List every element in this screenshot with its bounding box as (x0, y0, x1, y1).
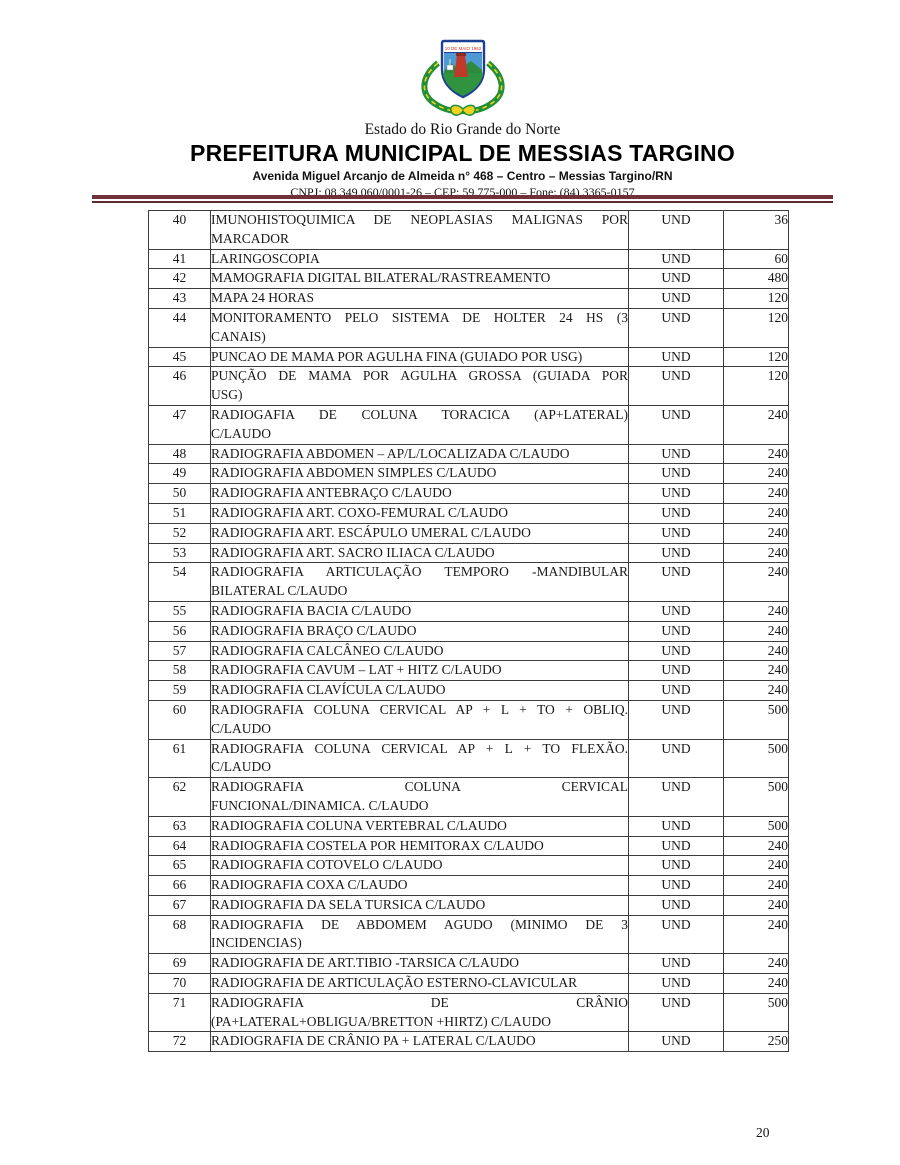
description-line: RADIOGRAFIA DE CRÂNIO PA + LATERAL C/LAUDO (211, 1033, 536, 1049)
quantity-cell: 500 (724, 816, 789, 836)
quantity-cell: 240 (724, 523, 789, 543)
table-row (149, 249, 789, 269)
unit-cell: UND (629, 895, 724, 915)
page-title: PREFEITURA MUNICIPAL DE MESSIAS TARGINO (190, 140, 735, 166)
quantity-cell: 500 (724, 778, 789, 817)
unit-cell: UND (629, 974, 724, 994)
description-cell (211, 895, 629, 915)
unit-cell: UND (629, 484, 724, 504)
description-cell (211, 836, 629, 856)
item-number-cell: 48 (149, 444, 211, 464)
table-row (149, 347, 789, 367)
unit-cell: UND (629, 661, 724, 681)
description-line: BILATERAL C/LAUDO (211, 583, 348, 599)
description-cell (211, 249, 629, 269)
description-cell (211, 563, 629, 602)
item-number-cell: 43 (149, 289, 211, 309)
description-line: C/LAUDO (211, 720, 271, 736)
description-cell (211, 1032, 629, 1052)
item-number-cell: 72 (149, 1032, 211, 1052)
quantity-cell: 240 (724, 915, 789, 954)
unit-cell: UND (629, 464, 724, 484)
table-row (149, 211, 789, 250)
table-row (149, 739, 789, 778)
quantity-cell: 500 (724, 739, 789, 778)
description-line: RADIOGRAFIA DE CRÂNIO (211, 994, 628, 1010)
quantity-cell: 120 (724, 347, 789, 367)
logo-wrap (25, 37, 900, 119)
quantity-cell: 240 (724, 856, 789, 876)
unit-cell: UND (629, 249, 724, 269)
description-line: RADIOGRAFIA BACIA C/LAUDO (211, 602, 412, 618)
document-header (25, 0, 900, 200)
unit-cell: UND (629, 993, 724, 1032)
description-line: PUNÇÃO DE MAMA POR AGULHA GROSSA (GUIADA POR (211, 368, 628, 384)
description-cell (211, 444, 629, 464)
description-line: RADIOGRAFIA COLUNA CERVICAL (211, 779, 628, 795)
quantity-cell: 240 (724, 563, 789, 602)
item-number-cell: 65 (149, 856, 211, 876)
item-number-cell: 42 (149, 269, 211, 289)
description-cell (211, 661, 629, 681)
table-row (149, 503, 789, 523)
unit-cell: UND (629, 601, 724, 621)
cnpj-line: CNPJ: 08.349.060/0001-26 – CEP: 59.775-000 – Fone: (84) 3365-0157 (290, 185, 635, 199)
item-number-cell: 55 (149, 601, 211, 621)
quantity-cell: 240 (724, 543, 789, 563)
state-line: Estado do Rio Grande do Norte (364, 121, 561, 138)
svg-text:10 DE MAIO 1962: 10 DE MAIO 1962 (444, 46, 481, 51)
table-row (149, 895, 789, 915)
quantity-cell: 120 (724, 367, 789, 406)
description-cell (211, 641, 629, 661)
quantity-cell: 240 (724, 954, 789, 974)
quantity-cell: 60 (724, 249, 789, 269)
item-number-cell: 51 (149, 503, 211, 523)
table-row (149, 856, 789, 876)
quantity-cell: 240 (724, 876, 789, 896)
unit-cell: UND (629, 915, 724, 954)
unit-cell: UND (629, 347, 724, 367)
table-row (149, 464, 789, 484)
description-line: RADIOGRAFIA ARTICULAÇÃO TEMPORO -MANDIBULAR (211, 564, 628, 580)
item-number-cell: 64 (149, 836, 211, 856)
table-row (149, 308, 789, 347)
unit-cell: UND (629, 444, 724, 464)
description-cell (211, 484, 629, 504)
quantity-cell: 240 (724, 405, 789, 444)
item-number-cell: 59 (149, 681, 211, 701)
item-number-cell: 46 (149, 367, 211, 406)
table-row (149, 523, 789, 543)
description-line: CANAIS) (211, 328, 266, 344)
table-row (149, 563, 789, 602)
table-row (149, 661, 789, 681)
quantity-cell: 240 (724, 641, 789, 661)
unit-cell: UND (629, 621, 724, 641)
description-line: RADIOGRAFIA COLUNA CERVICAL AP + L + TO + OBLIQ. (211, 701, 628, 717)
description-line: MONITORAMENTO PELO SISTEMA DE HOLTER 24 HS (3 (211, 309, 628, 325)
description-cell (211, 915, 629, 954)
quantity-cell: 240 (724, 895, 789, 915)
quantity-cell: 240 (724, 444, 789, 464)
description-cell (211, 993, 629, 1032)
description-cell (211, 347, 629, 367)
description-cell (211, 308, 629, 347)
item-number-cell: 44 (149, 308, 211, 347)
unit-cell: UND (629, 308, 724, 347)
description-line: RADIOGRAFIA COLUNA VERTEBRAL C/LAUDO (211, 817, 507, 833)
item-number-cell: 50 (149, 484, 211, 504)
description-line: MAPA 24 HORAS (211, 290, 315, 306)
item-number-cell: 70 (149, 974, 211, 994)
description-line: RADIOGRAFIA ART. ESCÁPULO UMERAL C/LAUDO (211, 524, 531, 540)
description-cell (211, 405, 629, 444)
table-row (149, 954, 789, 974)
items-table (148, 210, 789, 1052)
table-row (149, 367, 789, 406)
description-line: RADIOGRAFIA ART. SACRO ILIACA C/LAUDO (211, 544, 495, 560)
description-line: RADIOGRAFIA ABDOMEN – AP/L/LOCALIZADA C/LAUDO (211, 445, 570, 461)
description-line: RADIOGRAFIA COSTELA POR HEMITORAX C/LAUDO (211, 837, 544, 853)
description-line: RADIOGAFIA DE COLUNA TORACICA (AP+LATERAL) (211, 406, 628, 422)
table-row (149, 681, 789, 701)
description-line: RADIOGRAFIA DE ART.TIBIO -TARSICA C/LAUDO (211, 955, 519, 971)
description-line: RADIOGRAFIA ART. COXO-FEMURAL C/LAUDO (211, 504, 508, 520)
quantity-cell: 250 (724, 1032, 789, 1052)
description-line: RADIOGRAFIA ABDOMEN SIMPLES C/LAUDO (211, 465, 497, 481)
description-cell (211, 681, 629, 701)
description-cell (211, 523, 629, 543)
unit-cell: UND (629, 211, 724, 250)
table-row (149, 836, 789, 856)
unit-cell: UND (629, 739, 724, 778)
quantity-cell: 240 (724, 836, 789, 856)
table-row (149, 405, 789, 444)
description-line: RADIOGRAFIA CAVUM – LAT + HITZ C/LAUDO (211, 662, 502, 678)
description-line: USG) (211, 387, 243, 403)
quantity-cell: 36 (724, 211, 789, 250)
table-row (149, 289, 789, 309)
description-cell (211, 974, 629, 994)
item-number-cell: 66 (149, 876, 211, 896)
unit-cell: UND (629, 700, 724, 739)
item-number-cell: 67 (149, 895, 211, 915)
unit-cell: UND (629, 778, 724, 817)
description-line: FUNCIONAL/DINAMICA. C/LAUDO (211, 797, 429, 813)
description-line: RADIOGRAFIA CALCÂNEO C/LAUDO (211, 642, 444, 658)
item-number-cell: 69 (149, 954, 211, 974)
quantity-cell: 240 (724, 661, 789, 681)
quantity-cell: 120 (724, 308, 789, 347)
description-line: RADIOGRAFIA DA SELA TURSICA C/LAUDO (211, 896, 486, 912)
item-number-cell: 62 (149, 778, 211, 817)
table-row (149, 484, 789, 504)
quantity-cell: 500 (724, 993, 789, 1032)
unit-cell: UND (629, 1032, 724, 1052)
description-line: RADIOGRAFIA COXA C/LAUDO (211, 877, 408, 893)
quantity-cell: 480 (724, 269, 789, 289)
coat-of-arms-logo (413, 37, 513, 119)
item-number-cell: 45 (149, 347, 211, 367)
description-line: (PA+LATERAL+OBLIGUA/BRETTON +HIRTZ) C/LAUDO (211, 1013, 552, 1029)
description-cell (211, 601, 629, 621)
item-number-cell: 53 (149, 543, 211, 563)
table-row (149, 816, 789, 836)
description-cell (211, 876, 629, 896)
description-line: C/LAUDO (211, 425, 271, 441)
item-number-cell: 49 (149, 464, 211, 484)
item-number-cell: 61 (149, 739, 211, 778)
table-row (149, 876, 789, 896)
table-row (149, 601, 789, 621)
description-cell (211, 464, 629, 484)
table-row (149, 621, 789, 641)
item-number-cell: 40 (149, 211, 211, 250)
unit-cell: UND (629, 503, 724, 523)
unit-cell: UND (629, 367, 724, 406)
item-number-cell: 58 (149, 661, 211, 681)
description-cell (211, 543, 629, 563)
description-line: MARCADOR (211, 230, 290, 246)
description-cell (211, 621, 629, 641)
description-cell (211, 700, 629, 739)
description-cell (211, 289, 629, 309)
item-number-cell: 68 (149, 915, 211, 954)
description-line: RADIOGRAFIA ANTEBRAÇO C/LAUDO (211, 485, 452, 501)
item-number-cell: 56 (149, 621, 211, 641)
quantity-cell: 240 (724, 621, 789, 641)
description-line: IMUNOHISTOQUIMICA DE NEOPLASIAS MALIGNAS POR (211, 212, 628, 227)
item-number-cell: 52 (149, 523, 211, 543)
item-number-cell: 63 (149, 816, 211, 836)
unit-cell: UND (629, 543, 724, 563)
description-line: RADIOGRAFIA COTOVELO C/LAUDO (211, 857, 443, 873)
unit-cell: UND (629, 405, 724, 444)
description-line: MAMOGRAFIA DIGITAL BILATERAL/RASTREAMENTO (211, 270, 551, 286)
description-line: RADIOGRAFIA DE ABDOMEM AGUDO (MINIMO DE 3 (211, 916, 628, 932)
description-cell (211, 503, 629, 523)
description-cell (211, 211, 629, 250)
quantity-cell: 240 (724, 681, 789, 701)
unit-cell: UND (629, 816, 724, 836)
page-number: 20 (756, 1125, 770, 1140)
table-row (149, 915, 789, 954)
unit-cell: UND (629, 269, 724, 289)
unit-cell: UND (629, 523, 724, 543)
item-number-cell: 54 (149, 563, 211, 602)
description-cell (211, 816, 629, 836)
unit-cell: UND (629, 876, 724, 896)
quantity-cell: 500 (724, 700, 789, 739)
description-cell (211, 739, 629, 778)
quantity-cell: 120 (724, 289, 789, 309)
table-row (149, 444, 789, 464)
unit-cell: UND (629, 954, 724, 974)
unit-cell: UND (629, 563, 724, 602)
header-divider (92, 195, 833, 203)
description-cell (211, 269, 629, 289)
description-line: PUNCAO DE MAMA POR AGULHA FINA (GUIADO POR USG) (211, 348, 583, 364)
item-number-cell: 41 (149, 249, 211, 269)
item-number-cell: 71 (149, 993, 211, 1032)
description-line: RADIOGRAFIA BRAÇO C/LAUDO (211, 622, 417, 638)
unit-cell: UND (629, 856, 724, 876)
item-number-cell: 57 (149, 641, 211, 661)
table-row (149, 778, 789, 817)
table-row (149, 700, 789, 739)
unit-cell: UND (629, 289, 724, 309)
address-line: Avenida Miguel Arcanjo de Almeida n° 468 – Centro – Messias Targino/RN (252, 169, 673, 183)
quantity-cell: 240 (724, 974, 789, 994)
description-line: C/LAUDO (211, 759, 271, 775)
description-cell (211, 367, 629, 406)
unit-cell: UND (629, 836, 724, 856)
quantity-cell: 240 (724, 601, 789, 621)
description-line: INCIDENCIAS) (211, 935, 302, 951)
table-row (149, 993, 789, 1032)
table-row (149, 543, 789, 563)
quantity-cell: 240 (724, 484, 789, 504)
table-row (149, 641, 789, 661)
item-number-cell: 47 (149, 405, 211, 444)
quantity-cell: 240 (724, 503, 789, 523)
unit-cell: UND (629, 681, 724, 701)
unit-cell: UND (629, 641, 724, 661)
table-row (149, 974, 789, 994)
description-line: RADIOGRAFIA COLUNA CERVICAL AP + L + TO FLEXÃO. (211, 740, 628, 756)
table-row (149, 269, 789, 289)
description-line: RADIOGRAFIA DE ARTICULAÇÃO ESTERNO-CLAVICULAR (211, 975, 578, 991)
quantity-cell: 240 (724, 464, 789, 484)
description-line: RADIOGRAFIA CLAVÍCULA C/LAUDO (211, 682, 446, 698)
description-line: LARINGOSCOPIA (211, 250, 320, 266)
description-cell (211, 954, 629, 974)
description-cell (211, 856, 629, 876)
table-row (149, 1032, 789, 1052)
description-cell (211, 778, 629, 817)
item-number-cell: 60 (149, 700, 211, 739)
